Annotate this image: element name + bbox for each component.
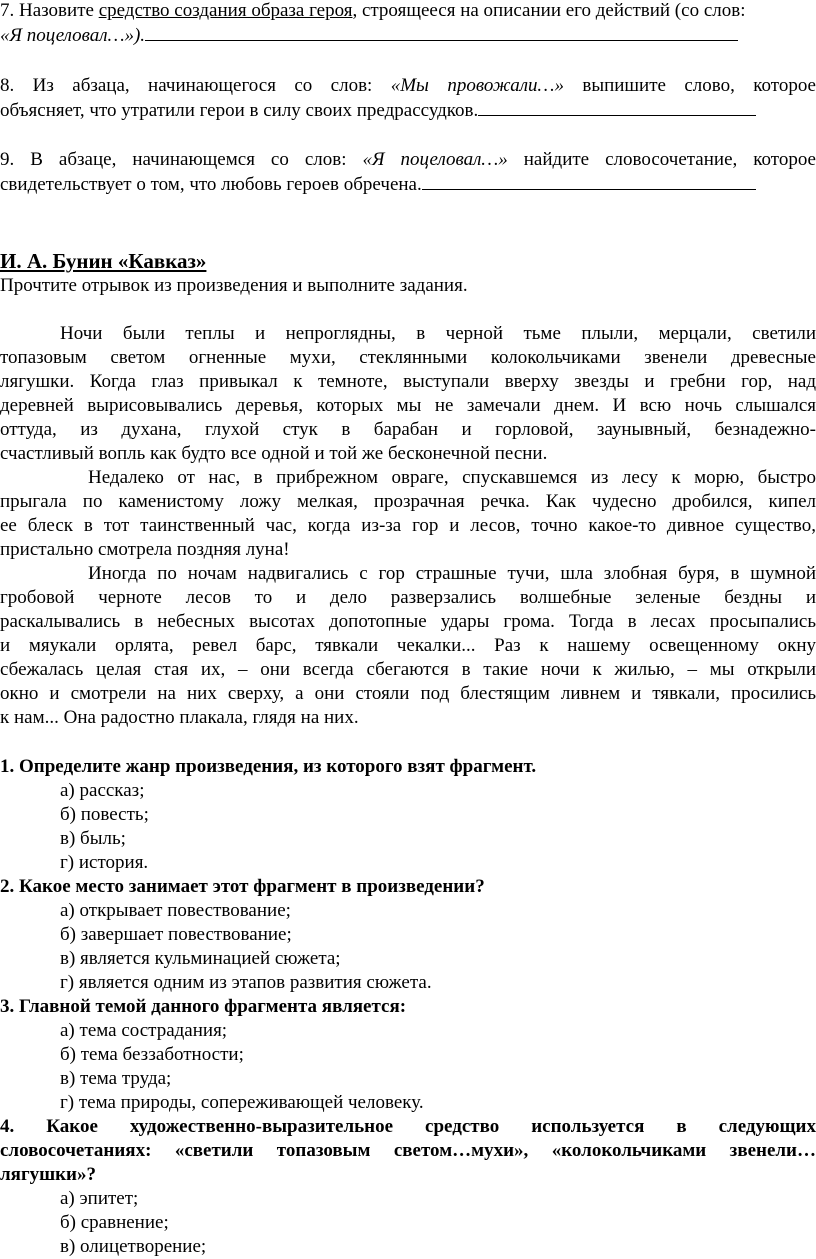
passage-line: деревней вырисовывались деревья, которых мы не замечали днем. И всю ночь слышался: [0, 395, 816, 416]
question-7-text-end: , строящееся на описании его действий (со слов:: [352, 0, 746, 21]
question-7-line-2: [0, 24, 816, 47]
test-question-1: 1. Определите жанр произведения, из которого взят фрагмент.: [0, 756, 537, 777]
answer-option: в) тема труда;: [60, 1068, 172, 1089]
answer-blank: [478, 99, 756, 116]
answer-option: б) сравнение;: [60, 1212, 169, 1233]
passage-line: счастливый вопль как будто все одной и той же бесконечной песни.: [0, 443, 548, 464]
passage-line: Иногда по ночам надвигались с гор страшные тучи, шла злобная буря, в шумной: [88, 563, 816, 584]
answer-option: г) история.: [60, 852, 149, 873]
answer-option: а) тема сострадания;: [60, 1020, 228, 1041]
answer-option: в) олицетворение;: [60, 1236, 207, 1257]
passage-line: к нам... Она радостно плакала, глядя на них.: [0, 707, 359, 728]
passage-line: окно и смотрели на них сверху, а они стояли под блестящим ливнем и тявкали, просились: [0, 683, 816, 704]
question-8-line-1: 8. Из абзаца, начинающегося со слов: «Мы провожали…» выпишите слово, которое: [0, 75, 816, 96]
answer-option: г) является одним из этапов развития сюжета.: [60, 972, 432, 993]
question-7-quote: «Я поцеловал…»).: [0, 25, 146, 46]
passage-line: прыгала по каменистому ложу мелкая, прозрачная речка. Как чудесно дробился, кипел: [0, 491, 816, 512]
question-8-line-2: [0, 99, 816, 122]
passage-line: гробовой чернотe лесов то и дело разверзались волшебные зеленые бездны и: [0, 587, 816, 608]
passage-line: и мяукали орлята, ревел барс, тявкали чекалки... Раз к нашему освещенному окну: [0, 635, 816, 656]
question-9-line-1: 9. В абзаце, начинающемся со слов: «Я поцеловал…» найдите словосочетание, которое: [0, 149, 816, 170]
test-question-4-line-2: словосочетаниях: «светили топазовым светом…мухи», «колокольчиками звенели…: [0, 1140, 816, 1161]
passage-line: Недалеко от нас, в прибрежном овраге, спускавшемся из лесу к морю, быстро: [88, 467, 816, 488]
passage-line: раскалывались в небесных высотах допотопные удары грома. Тогда в лесах просыпались: [0, 611, 816, 632]
answer-option: в) является кульминацией сюжета;: [60, 948, 341, 969]
passage-line: пристально смотрела поздняя луна!: [0, 539, 290, 560]
passage-line: топазовым светом огненные мухи, стеклянными колокольчиками звенели древесные: [0, 347, 816, 368]
answer-option: в) быль;: [60, 828, 126, 849]
passage-line: оттуда, из духана, глухой стук в барабан и горловой, заунывный, безнадежно-: [0, 419, 816, 440]
answer-blank: [422, 173, 756, 190]
answer-option: б) завершает повествование;: [60, 924, 292, 945]
answer-blank: [145, 24, 738, 41]
question-8-text: объясняет, что утратили герои в силу своих предрассудков.: [0, 100, 479, 121]
answer-option: а) открывает повествование;: [60, 900, 291, 921]
test-question-4-line-1: 4. Какое художественно-выразительное средство используется в следующих: [0, 1116, 816, 1137]
passage-line: лягушки. Когда глаз привыкал к темноте, выступали вверху звезды и гребни гор, над: [0, 371, 816, 392]
test-question-2: 2. Какое место занимает этот фрагмент в произведении?: [0, 876, 485, 897]
answer-option: а) рассказ;: [60, 780, 145, 801]
answer-option: б) тема беззаботности;: [60, 1044, 244, 1065]
answer-option: б) повесть;: [60, 804, 149, 825]
question-7-line-1: [0, 0, 816, 22]
question-9-text: свидетельствует о том, что любовь героев обречена.: [0, 174, 422, 195]
question-7-text-start: 7. Назовите: [0, 0, 99, 21]
passage-line: сбежалась целая стая их, – они всегда сбегаются в такие ночи к жилью, – мы открыли: [0, 659, 816, 680]
answer-option: г) тема природы, сопереживающей человеку.: [60, 1092, 424, 1113]
test-question-4-line-3: лягушки»?: [0, 1164, 97, 1185]
test-question-3: 3. Главной темой данного фрагмента является:: [0, 996, 407, 1017]
passage-line: ее блеск в тот таинственный час, когда из-за гор и лесов, точно какое-то дивное существо,: [0, 515, 816, 536]
question-9-line-2: [0, 173, 816, 196]
passage-line: Ночи были теплы и непроглядны, в черной тьме плыли, мерцали, светили: [60, 323, 816, 344]
question-7-underlined-term: средство создания образа героя: [98, 0, 353, 21]
section-title: И. А. Бунин «Кавказ»: [0, 249, 207, 273]
section-instruction: Прочтите отрывок из произведения и выполните задания.: [0, 275, 468, 296]
answer-option: а) эпитет;: [60, 1188, 139, 1209]
